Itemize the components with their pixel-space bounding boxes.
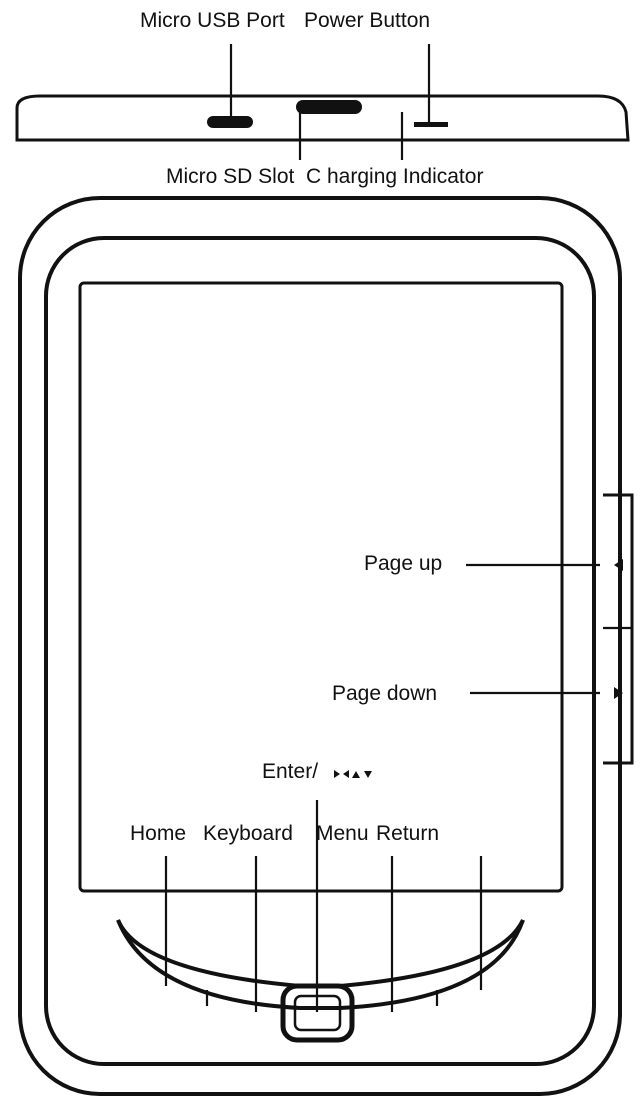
direction-arrows-icon — [334, 770, 372, 778]
button-bar-inner — [118, 920, 523, 986]
power-button-shape — [414, 122, 448, 127]
page-down-label: Page down — [332, 682, 438, 705]
home-label: Home — [130, 822, 187, 845]
menu-label: Menu — [316, 822, 369, 845]
return-label: Return — [376, 822, 440, 845]
power-button-label: Power Button — [304, 9, 431, 32]
micro-usb-port-label: Micro USB Port — [140, 9, 285, 32]
keyboard-label: Keyboard — [203, 822, 293, 845]
top-edge-view — [17, 96, 628, 140]
screen — [80, 283, 562, 891]
micro-sd-slot-label: Micro SD Slot — [166, 165, 295, 188]
enter-label: Enter/ — [262, 760, 319, 783]
device-front — [20, 198, 632, 1094]
micro-sd-slot-shape — [296, 100, 362, 114]
page-up-label: Page up — [364, 552, 443, 575]
charging-indicator-label: C harging Indicator — [306, 165, 484, 188]
device-body-outer — [20, 198, 620, 1094]
